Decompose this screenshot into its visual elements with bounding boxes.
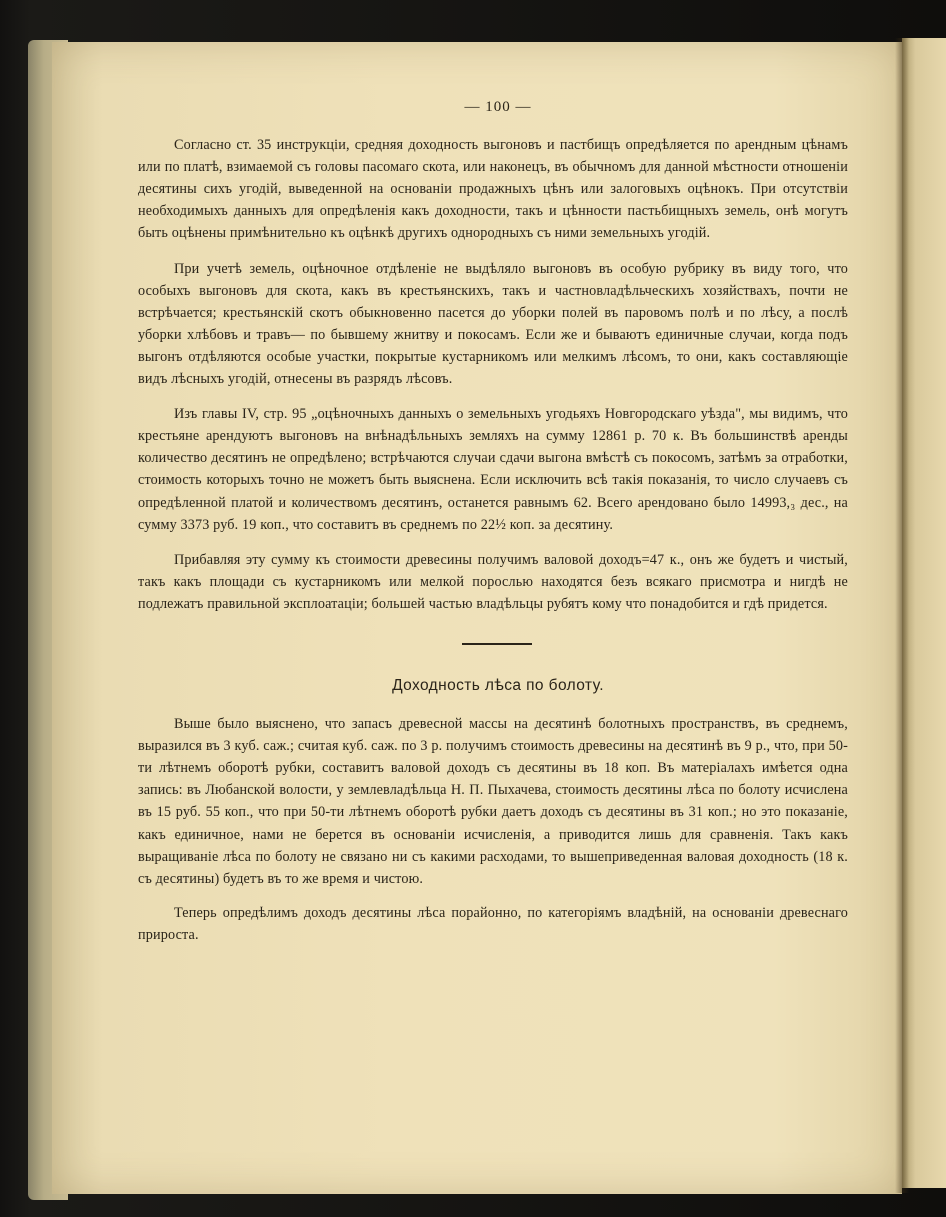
section-paragraph-1: Выше было выяснено, что запасъ древесной массы на десятинѣ болотныхъ пространствъ, въ среднемъ, выразился въ 3 куб. саж.; считая куб. саж. по 3 р. получимъ стоимость древесины на десятинѣ въ 9 р., что, при 50-ти лѣтнемъ оборотѣ рубки, составитъ валовой доходъ съ десятины въ 18 коп. Въ матеріалахъ имѣется одна запись: въ Любанской волости, у землевладѣльца Н. П. Пыхачева, стоимость десятины лѣса по болоту исчислена въ 15 руб. 55 коп., что при 50-ти лѣтнемъ оборотѣ рубки даетъ доходъ съ десятины въ 31 коп.; но это показаніе, какъ единичное, нами не берется въ основаніи исчисленія, а приводится лишь для сравненія. Такъ какъ выращиваніе лѣса по болоту не связано ни съ какими расходами, то вышеприведенная валовая доходность (18 к. съ десятины) будетъ въ то же время и чистою.: [138, 716, 848, 887]
paragraph-4: Прибавляя эту сумму къ стоимости древесины получимъ валовой доходъ=47 к., онъ же будетъ и чистый, такъ какъ площади съ кустарникомъ или мелкой порослью находятся безъ всякаго присмотра и нигдѣ не подлежатъ правильной эксплоатаціи; большей частью владѣльцы рубятъ кому что понадобится и гдѣ придется.: [138, 551, 848, 612]
paragraph-2: При учетѣ земель, оцѣночное отдѣленіе не выдѣляло выгоновъ въ особую рубрику въ виду того, что особыхъ выгоновъ для скота, какъ въ крестьянскихъ, такъ и частновладѣльческихъ хозяйствахъ, почти не встрѣчается; крестьянскій скотъ обыкновенно пасется до уборки полей въ паровомъ полѣ и по лѣсу, а послѣ уборки хлѣбовъ и травъ— по бывшему жнитву и покосамъ. Если же и бываютъ единичные случаи, когда подъ выгонъ отдѣляются особые участки, покрытые кустарникомъ или мелкимъ лѣсомъ, то они, какъ составляющіе видъ лѣсныхъ угодій, отнесены въ разрядъ лѣсовъ.: [138, 260, 848, 388]
gutter-shadow: [895, 38, 909, 1193]
page-number: — 100 —: [464, 99, 532, 115]
paragraph-3: Изъ главы IV, стр. 95 „оцѣночныхъ данныхъ о земельныхъ угодьяхъ Новгородскаго уѣзда", мы видимъ, что крестьяне арендуютъ выгоновъ на внѣнадѣльныхъ земляхъ на сумму 12861 р. 70 к. Въ большинствѣ аренды количество десятинъ не опредѣлено; встрѣчаются случаи сдачи выгона вмѣстѣ съ покосомъ, затѣмъ за отработки, стоимость которыхъ точно не можетъ быть выяснена. Если исключить всѣ такія показанія, то число случаевъ съ опредѣленной платой и количествомъ десятинъ, останется равнымъ 62. Всего арендовано было 14993,₃ дес., на сумму 3373 руб. 19 коп., что составитъ въ среднемъ по 22½ коп. за десятину.: [138, 406, 848, 533]
page-content: [138, 96, 848, 958]
section-paragraph-2: Теперь опредѣлимъ доходъ десятины лѣса порайонно, по категоріямъ владѣній, на основаніи древеснаго прироста.: [138, 904, 848, 943]
section-divider: [462, 643, 532, 645]
section-title: Доходность лѣса по болоту.: [392, 676, 604, 694]
section-body: [138, 713, 848, 946]
paragraph-1: Согласно ст. 35 инструкціи, средняя доходность выгоновъ и пастбищъ опредѣляется по арендным цѣнамъ или по платѣ, взимаемой съ головы пасомаго скота, или наконецъ, въ обычномъ для данной мѣстности отношеніи десятины сихъ угодій, выведенной на основаніи продажныхъ цѣнъ или залоговыхъ оцѣнокъ. При отсутствіи необходимыхъ данныхъ для опредѣленія какъ доходности, такъ и цѣнности пастьбищныхъ земель, онѣ могутъ быть оцѣнены примѣнительно къ оцѣнкѣ другихъ однородныхъ съ ними земельныхъ угодій.: [138, 137, 848, 242]
